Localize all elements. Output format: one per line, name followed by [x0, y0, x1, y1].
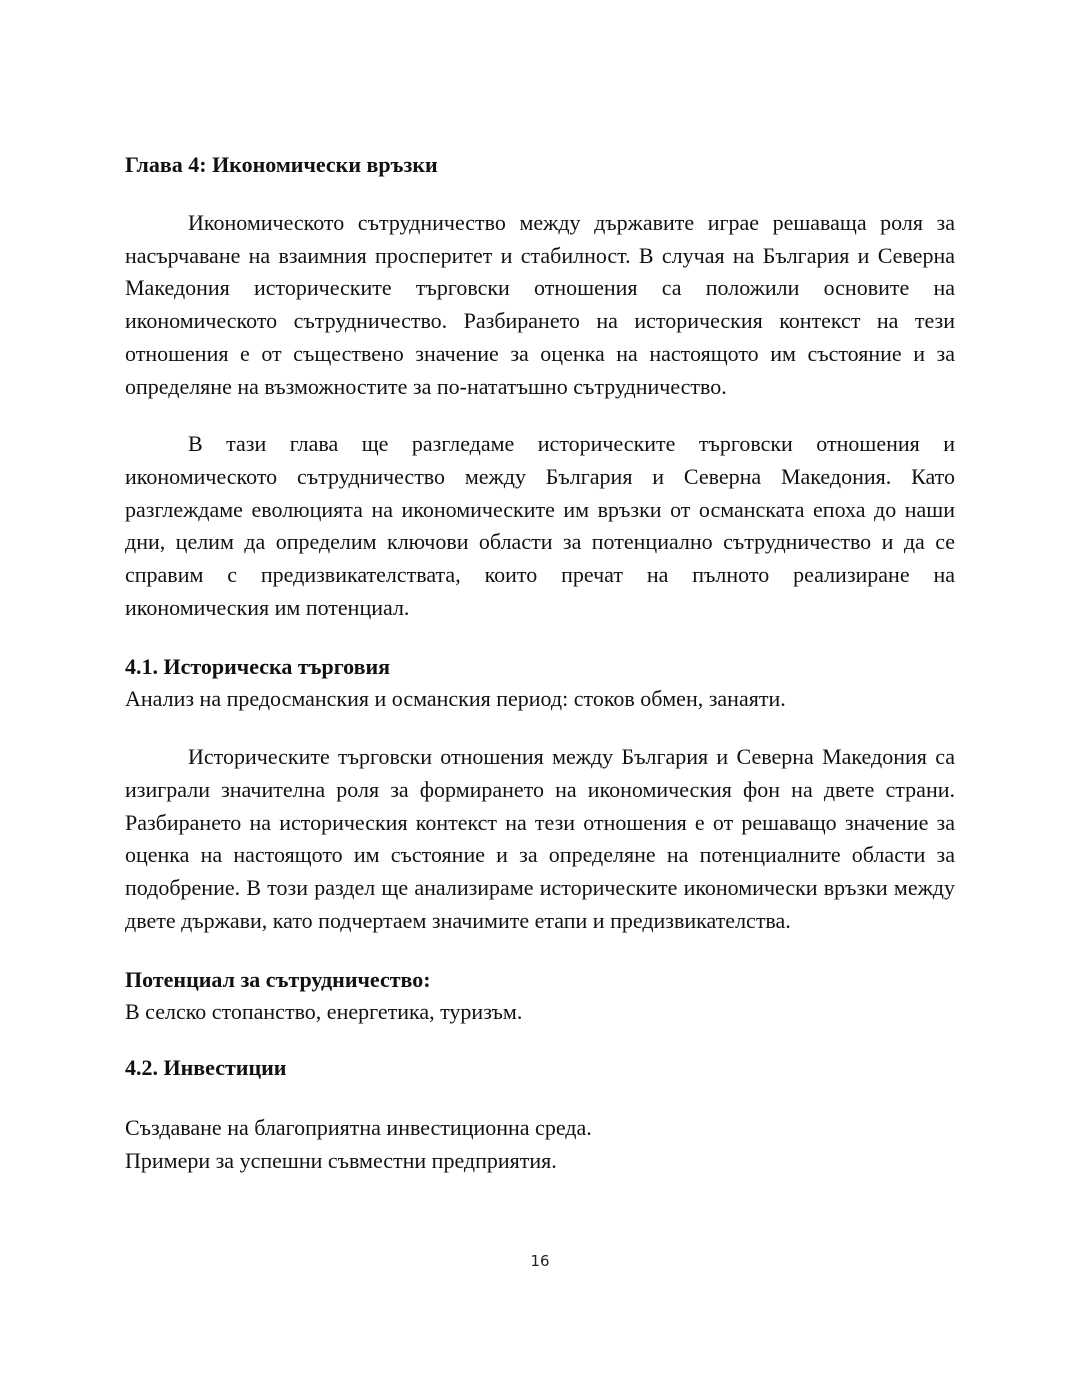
- section-4-2-line-2: Примери за успешни съвместни предприятия.: [125, 1147, 557, 1173]
- section-4-1-subtitle: Анализ на предосманския и османския период: стоков обмен, занаяти.: [125, 686, 786, 712]
- potential-text: В селско стопанство, енергетика, туризъм.: [125, 999, 523, 1025]
- chapter-paragraph-1: Икономическото сътрудничество между държавите играе решаваща роля за насърчаване на взаимния просперитет и стабилност. В случая на България и Северна Македония историческите търговски отношения са положили основите на икономическото сътрудничество. Разбирането на историческия контекст на тези отношения е от съществено значение за оценка на настоящото им състояние и за определяне на възможностите за по-нататъшно сътрудничество.: [125, 210, 955, 399]
- section-4-2-line-1: Създаване на благоприятна инвестиционна среда.: [125, 1115, 592, 1141]
- section-4-2-title: 4.2. Инвестиции: [125, 1055, 287, 1081]
- page-number: 16: [530, 1252, 550, 1270]
- section-4-1-paragraph: Историческите търговски отношения между България и Северна Македония са изиграли значителна роля за формирането на икономическия фон на двете страни. Разбирането на историческия контекст на тези отношения е от решаващо значение за оценка на настоящото им състояние и за определяне на потенциалните области за подобрение. В този раздел ще анализираме историческите икономически връзки между двете държави, като подчертаем значимите етапи и предизвикателства.: [125, 744, 955, 933]
- chapter-paragraph-2: В тази глава ще разгледаме историческите търговски отношения и икономическото сътрудничество между България и Северна Македония. Като разглеждаме еволюцията на икономическите им връзки от османската епоха до наши дни, целим да определим ключови области за потенциално сътрудничество и да се справим с предизвикателствата, които пречат на пълното реализиране на икономическия им потенциал.: [125, 431, 955, 620]
- potential-title: Потенциал за сътрудничество:: [125, 967, 431, 993]
- document-page: [125, 148, 955, 1177]
- section-4-1-title: 4.1. Историческа търговия: [125, 654, 391, 680]
- chapter-title: Глава 4: Икономически връзки: [125, 152, 438, 177]
